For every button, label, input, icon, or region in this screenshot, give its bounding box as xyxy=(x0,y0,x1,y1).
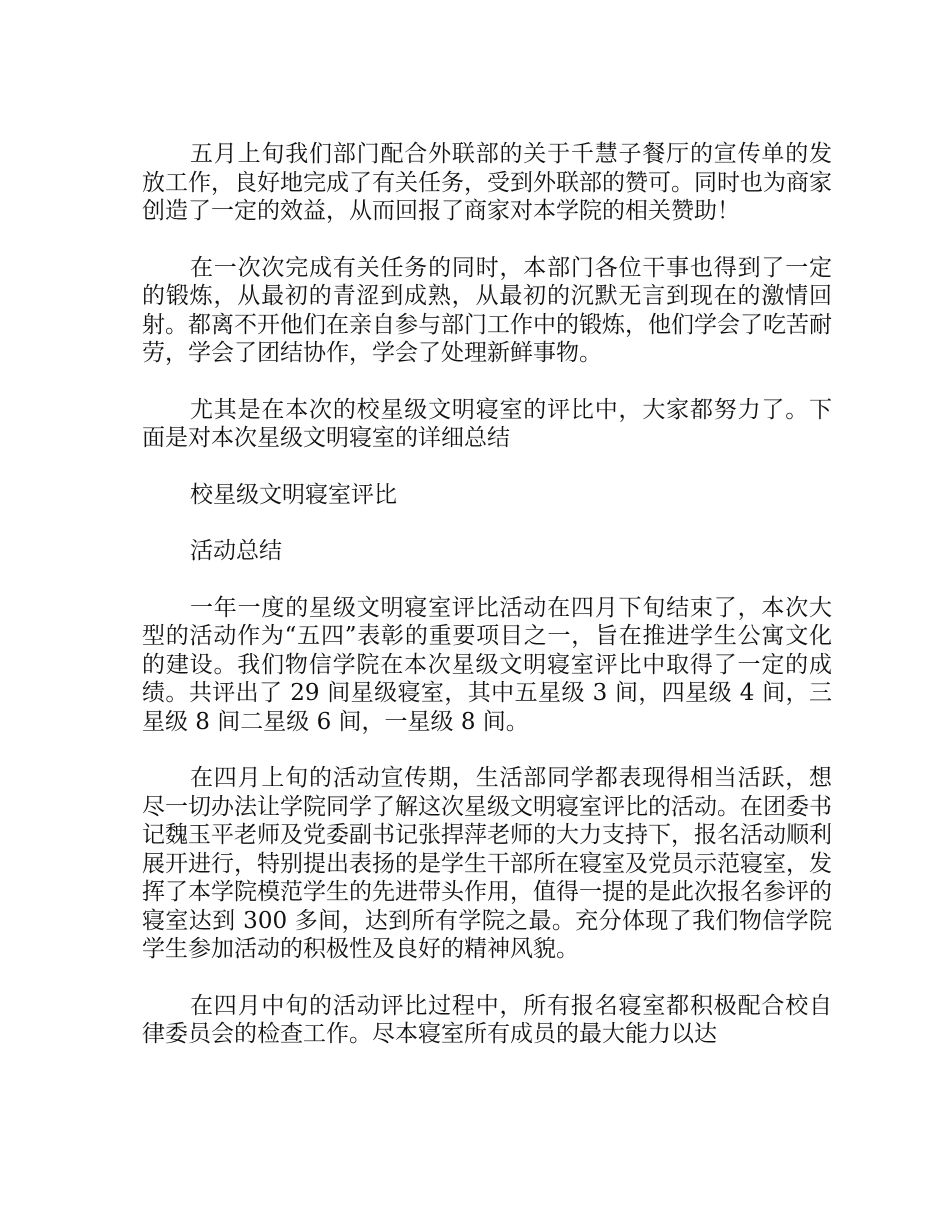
section-heading: 校星级文明寝室评比 xyxy=(190,481,397,508)
section-subheading: 活动总结 xyxy=(190,538,282,564)
paragraph-4: 一年一度的星级文明寝室评比活动在四月下旬结束了，本次大型的活动作为“五四”表彰的重要项目之一，旨在推进学生公寓文化的建设。我们物信学院在本次星级文明寝室评比中取得了一定的成绩。共评出了 29 间星级寝室，其中五星级 3 间，四星级 4 间，三星级 8 间二星级 6 间，一星级 8 间。 xyxy=(142,594,832,735)
paragraph-3: 尤其是在本次的校星级文明寝室的评比中，大家都努力了。下面是对本次星级文明寝室的详细总结 xyxy=(142,396,832,451)
paragraph-5: 在四月上旬的活动宣传期，生活部同学都表现得相当活跃，想尽一切办法让学院同学了解这次星级文明寝室评比的活动。在团委书记魏玉平老师及党委副书记张捍萍老师的大力支持下，报名活动顺利展开进行，特别提出表扬的是学生干部所在寝室及党员示范寝室，发挥了本学院模范学生的先进带头作用，值得一提的是此次报名参评的寝室达到 300 多间，达到所有学院之最。充分体现了我们物信学院学生参加活动的积极性及良好的精神风貌。 xyxy=(142,765,832,962)
document-page xyxy=(142,140,832,1077)
paragraph-1: 五月上旬我们部门配合外联部的关于千慧子餐厅的宣传单的发放工作，良好地完成了有关任务，受到外联部的赞可。同时也为商家创造了一定的效益，从而回报了商家对本学院的相关赞助！ xyxy=(142,141,832,224)
paragraph-2: 在一次次完成有关任务的同时，本部门各位干事也得到了一定的锻炼，从最初的青涩到成熟，从最初的沉默无言到现在的激情回射。都离不开他们在亲自参与部门工作中的锻炼，他们学会了吃苦耐劳，学会了团结协作，学会了处理新鲜事物。 xyxy=(142,254,832,366)
paragraph-6: 在四月中旬的活动评比过程中，所有报名寝室都积极配合校自律委员会的检查工作。尽本寝室所有成员的最大能力以达 xyxy=(142,992,832,1047)
